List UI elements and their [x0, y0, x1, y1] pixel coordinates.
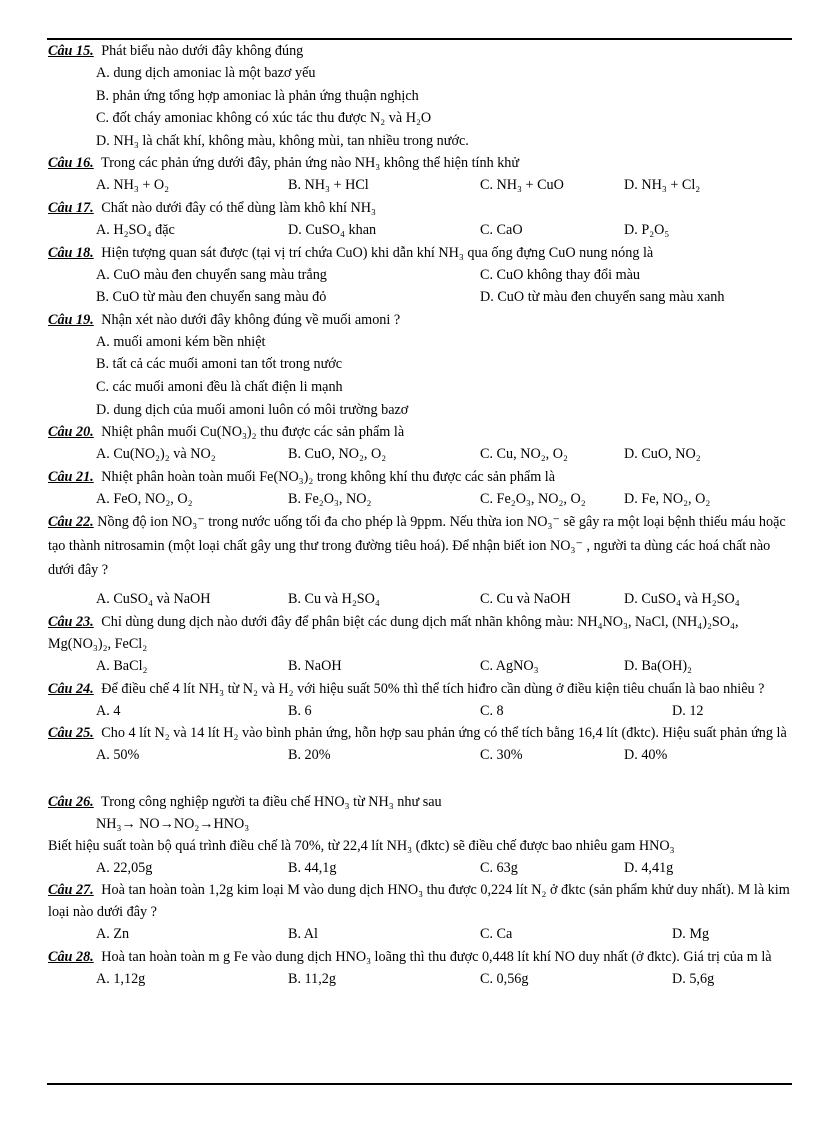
option-a: A. 4	[96, 702, 121, 719]
option-c: C. 63g	[480, 859, 518, 876]
options-row	[48, 443, 793, 466]
options-row	[48, 588, 793, 611]
question-27	[48, 879, 793, 923]
question-text: Nhiệt phân muối Cu(NO₃)₂ thu được các sản phẩm là	[97, 424, 405, 441]
option-b: B. 20%	[288, 747, 331, 764]
option-c: C. đốt cháy amoniac không có xúc tác thu được N₂ và H₂O	[96, 110, 432, 127]
question-number: Câu 19.	[48, 311, 94, 328]
option-a: A. CuO màu đen chuyển sang màu trắng	[96, 266, 327, 283]
question-18	[48, 242, 793, 264]
option-c: C. CaO	[480, 221, 523, 238]
option-b: B. NaOH	[288, 657, 342, 674]
option-d: D. Fe, NO₂, O₂	[624, 490, 711, 507]
option-a: A. 1,12g	[96, 970, 146, 987]
question-number: Câu 23.	[48, 613, 94, 630]
question-text: Cho 4 lít N₂ và 14 lít H₂ vào bình phản ứng, hỗn hợp sau phản ứng có thể tích bằng 16,4 lít (đktc). Hiệu suất phản ứng là	[97, 725, 787, 742]
option-c: C. 0,56g	[480, 970, 529, 987]
option-a: A. Cu(NO₂)₂ và NO₂	[96, 446, 216, 463]
option-c: C. Fe₂O₃, NO₂, O₂	[480, 490, 586, 507]
option-c: C. Ca	[480, 926, 513, 943]
option-b: B. 6	[288, 702, 312, 719]
bottom-rule	[47, 1083, 792, 1085]
option-b: B. Al	[288, 926, 318, 943]
question-text: Trong các phản ứng dưới đây, phản ứng nào NH₃ không thể hiện tính khử	[97, 155, 520, 172]
question-number: Câu 25.	[48, 725, 94, 742]
option-b: B. NH₃ + HCl	[288, 177, 369, 194]
question-text: Nồng độ ion NO₃⁻ trong nước uống tối đa cho phép là 9ppm. Nếu thừa ion NO₃⁻ sẽ gây ra một loại bệnh thiếu máu hoặc tạo thành nitrosamin (một loại chất gây ung thư trong đường tiêu hoá). Để nhận biết ion NO₃⁻ , người ta dùng các hoá chất nào dưới đây ?	[48, 514, 786, 579]
option-b: B. Fe₂O₃, NO₂	[288, 490, 372, 507]
question-text: Nhận xét nào dưới đây không đúng về muối amoni ?	[97, 311, 401, 328]
question-17	[48, 197, 793, 219]
question-number: Câu 18.	[48, 244, 94, 261]
option-d: D. CuSO₄ và H₂SO₄	[624, 591, 740, 608]
option-c: C. CuO không thay đổi màu	[480, 266, 640, 283]
question-text: Hoà tan hoàn toàn m g Fe vào dung dịch HNO₃ loãng thì thu được 0,448 lít khí NO duy nhất (ở đktc). Giá trị của m là	[97, 948, 772, 965]
spacer	[48, 767, 793, 791]
option-c: C. 8	[480, 702, 504, 719]
option-c: C. 30%	[480, 747, 523, 764]
option-b: B. Cu và H₂SO₄	[288, 591, 380, 608]
option-c: C. AgNO₃	[480, 657, 539, 674]
question-text: Phát biểu nào dưới đây không đúng	[97, 43, 304, 59]
option-d: D. 40%	[624, 747, 668, 764]
question-text: Chỉ dùng dung dịch nào dưới đây để phân biệt các dung dịch mất nhãn không màu: NH₄NO₃, NaCl, (NH₄)₂SO₄, Mg(NO₃)₂, FeCl₂	[48, 613, 739, 652]
question-text: Để điều chế 4 lít NH₃ từ N₂ và H₂ với hiệu suất 50% thì thể tích hiđro cần dùng ở điều kiện tiêu chuẩn là bao nhiêu ?	[97, 680, 765, 697]
option-b: B. 44,1g	[288, 859, 337, 876]
option-b: B. tất cả các muối amoni tan tốt trong nước	[96, 356, 343, 373]
option-d: D. NH₃ + Cl₂	[624, 177, 701, 194]
question-25	[48, 722, 793, 744]
option-a: A. Zn	[96, 926, 130, 943]
options-row	[48, 488, 793, 511]
question-text: Hoà tan hoàn toàn 1,2g kim loại M vào dung dịch HNO₃ thu được 0,224 lít N₂ ở đktc (sản phẩm khử duy nhất). M là kim loại nào dưới đây ?	[48, 882, 790, 921]
question-24	[48, 678, 793, 700]
question-19	[48, 309, 793, 331]
option-d: D. 5,6g	[672, 970, 715, 987]
option-c: C. Cu và NaOH	[480, 591, 571, 608]
option-a: A. 22,05g	[96, 859, 153, 876]
question-number: Câu 26.	[48, 793, 94, 810]
options-row	[48, 923, 793, 946]
option-c: C. NH₃ + CuO	[480, 177, 564, 194]
option-a: A. BaCl₂	[96, 657, 148, 674]
question-15	[48, 40, 793, 62]
reaction-scheme: NH₃→ NO→NO₂→HNO₃	[96, 815, 250, 832]
option-b: B. CuO, NO₂, O₂	[288, 446, 387, 463]
question-text: Nhiệt phân hoàn toàn muối Fe(NO₃)₂ trong không khí thu được các sản phẩm là	[97, 468, 556, 485]
option-a: A. muối amoni kém bền nhiệt	[96, 333, 266, 350]
question-text: Chất nào dưới đây có thể dùng làm khô khí NH₃	[97, 199, 376, 216]
option-d: D. CuO, NO₂	[624, 446, 701, 463]
option-d: D. P₂O₅	[624, 221, 670, 238]
option-a: A. dung dịch amoniac là một bazơ yếu	[96, 65, 316, 81]
question-28	[48, 946, 793, 968]
question-text: Trong công nghiệp người ta điều chế HNO₃ từ NH₃ như sau	[97, 793, 442, 810]
question-text-continued: Biết hiệu suất toàn bộ quá trình điều chế là 70%, từ 22,4 lít NH₃ (đktc) sẽ điều chế được bao nhiêu gam HNO₃	[48, 837, 675, 854]
question-number: Câu 21.	[48, 468, 94, 485]
question-26	[48, 791, 793, 813]
option-d: D. 4,41g	[624, 859, 674, 876]
option-b: D. CuSO₄ khan	[288, 221, 377, 238]
question-number: Câu 20.	[48, 424, 94, 441]
option-b: B. phản ứng tổng hợp amoniac là phản ứng thuận nghịch	[96, 87, 419, 104]
option-b: B. 11,2g	[288, 970, 336, 987]
question-text: Hiện tượng quan sát được (tại vị trí chứa CuO) khi dẫn khí NH₃ qua ống đựng CuO nung nóng là	[97, 244, 654, 261]
question-number: Câu 16.	[48, 155, 94, 172]
question-22	[48, 510, 793, 582]
options-row	[48, 286, 793, 309]
option-a: A. FeO, NO₂, O₂	[96, 490, 193, 507]
question-number: Câu 17.	[48, 199, 94, 216]
option-a: A. CuSO₄ và NaOH	[96, 591, 211, 608]
question-number: Câu 15.	[48, 43, 94, 59]
options-row	[48, 857, 793, 880]
option-d: D. Ba(OH)₂	[624, 657, 692, 674]
option-b: B. CuO từ màu đen chuyển sang màu đỏ	[96, 289, 327, 306]
question-sheet	[48, 40, 793, 990]
option-a: A. H₂SO₄ đặc	[96, 221, 175, 238]
options-row	[48, 219, 793, 242]
question-20	[48, 421, 793, 443]
question-number: Câu 28.	[48, 948, 94, 965]
options-row	[48, 744, 793, 767]
question-23	[48, 611, 793, 655]
option-a: A. NH₃ + O₂	[96, 177, 170, 194]
options-row	[48, 174, 793, 197]
options-row	[48, 655, 793, 678]
option-d: D. 12	[672, 702, 704, 719]
option-d: D. dung dịch của muối amoni luôn có môi trường bazơ	[96, 401, 409, 418]
question-16	[48, 152, 793, 174]
question-21	[48, 466, 793, 488]
question-number: Câu 22.	[48, 514, 94, 531]
options-row	[48, 968, 793, 991]
question-number: Câu 27.	[48, 882, 94, 899]
option-c: C. các muối amoni đều là chất điện li mạnh	[96, 378, 343, 395]
option-d: D. Mg	[672, 926, 710, 943]
question-number: Câu 24.	[48, 680, 94, 697]
options-row	[48, 264, 793, 287]
option-d: D. CuO từ màu đen chuyển sang màu xanh	[480, 289, 725, 306]
options-row	[48, 700, 793, 723]
option-a: A. 50%	[96, 747, 140, 764]
option-c: C. Cu, NO₂, O₂	[480, 446, 568, 463]
option-d: D. NH₃ là chất khí, không màu, không mùi, tan nhiều trong nước.	[96, 132, 469, 149]
